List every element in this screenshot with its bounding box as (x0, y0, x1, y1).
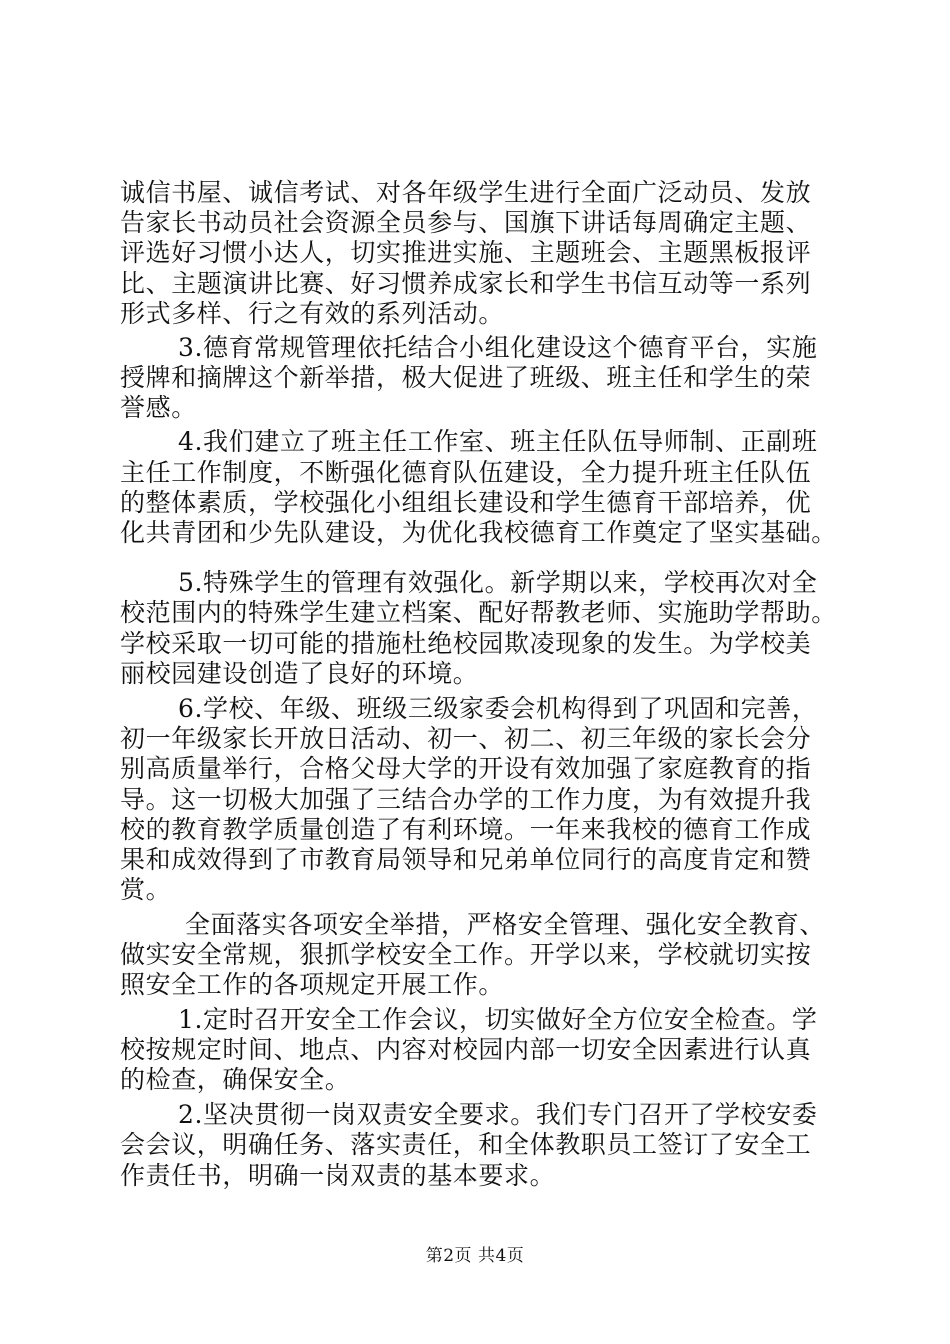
text-line: 会会议，明确任务、落实责任，和全体教职员工签订了安全工 (120, 1130, 812, 1159)
text-line: 校范围内的特殊学生建立档案、配好帮教老师、实施助学帮助。 (120, 598, 837, 627)
text-line: 丽校园建设创造了良好的环境。 (120, 659, 479, 688)
paragraph-first-line: 3.德育常规管理依托结合小组化建设这个德育平台，实施 (178, 333, 818, 362)
text-line: 的检查，确保安全。 (120, 1065, 351, 1094)
text-line: 诚信书屋、诚信考试、对各年级学生进行全面广泛动员、发放 (120, 178, 812, 207)
text-line: 果和成效得到了市教育局领导和兄弟单位同行的高度肯定和赞 (120, 845, 812, 874)
text-line: 比、主题演讲比赛、好习惯养成家长和学生书信互动等一系列 (120, 269, 812, 298)
text-line: 别高质量举行，合格父母大学的开设有效加强了家庭教育的指 (120, 754, 812, 783)
text-line: 授牌和摘牌这个新举措，极大促进了班级、班主任和学生的荣 (120, 363, 812, 392)
text-line: 告家长书动员社会资源全员参与、国旗下讲话每周确定主题、 (120, 208, 812, 237)
text-line: 主任工作制度，不断强化德育队伍建设，全力提升班主任队伍 (120, 458, 812, 487)
text-line: 的整体素质，学校强化小组组长建设和学生德育干部培养，优 (120, 488, 812, 517)
page-number-footer: 第2页 共4页 (425, 1246, 525, 1266)
paragraph-first-line: 1.定时召开安全工作会议，切实做好全方位安全检查。学 (178, 1005, 818, 1034)
text-line: 誉感。 (120, 393, 197, 422)
text-line: 校按规定时间、地点、内容对校园内部一切安全因素进行认真 (120, 1035, 812, 1064)
text-line: 作责任书，明确一岗双责的基本要求。 (120, 1161, 556, 1190)
text-line: 化共青团和少先队建设，为优化我校德育工作奠定了坚实基础。 (120, 518, 837, 547)
text-line: 赏。 (120, 875, 172, 904)
paragraph-first-line: 2.坚决贯彻一岗双责安全要求。我们专门召开了学校安委 (178, 1100, 818, 1129)
text-line: 形式多样、行之有效的系列活动。 (120, 299, 505, 328)
text-line: 照安全工作的各项规定开展工作。 (120, 970, 505, 999)
paragraph-first-line: 全面落实各项安全举措，严格安全管理、强化安全教育、 (185, 910, 826, 939)
paragraph-first-line: 6.学校、年级、班级三级家委会机构得到了巩固和完善， (178, 694, 818, 723)
text-line: 导。这一切极大加强了三结合办学的工作力度，为有效提升我 (120, 785, 812, 814)
text-line: 做实安全常规，狠抓学校安全工作。开学以来，学校就切实按 (120, 940, 812, 969)
text-line: 评选好习惯小达人，切实推进实施、主题班会、主题黑板报评 (120, 238, 812, 267)
text-line: 校的教育教学质量创造了有利环境。一年来我校的德育工作成 (120, 815, 812, 844)
paragraph-first-line: 4.我们建立了班主任工作室、班主任队伍导师制、正副班 (178, 427, 818, 456)
text-line: 初一年级家长开放日活动、初一、初二、初三年级的家长会分 (120, 724, 812, 753)
text-line: 学校采取一切可能的措施杜绝校园欺凌现象的发生。为学校美 (120, 629, 812, 658)
paragraph-first-line: 5.特殊学生的管理有效强化。新学期以来，学校再次对全 (178, 568, 818, 597)
